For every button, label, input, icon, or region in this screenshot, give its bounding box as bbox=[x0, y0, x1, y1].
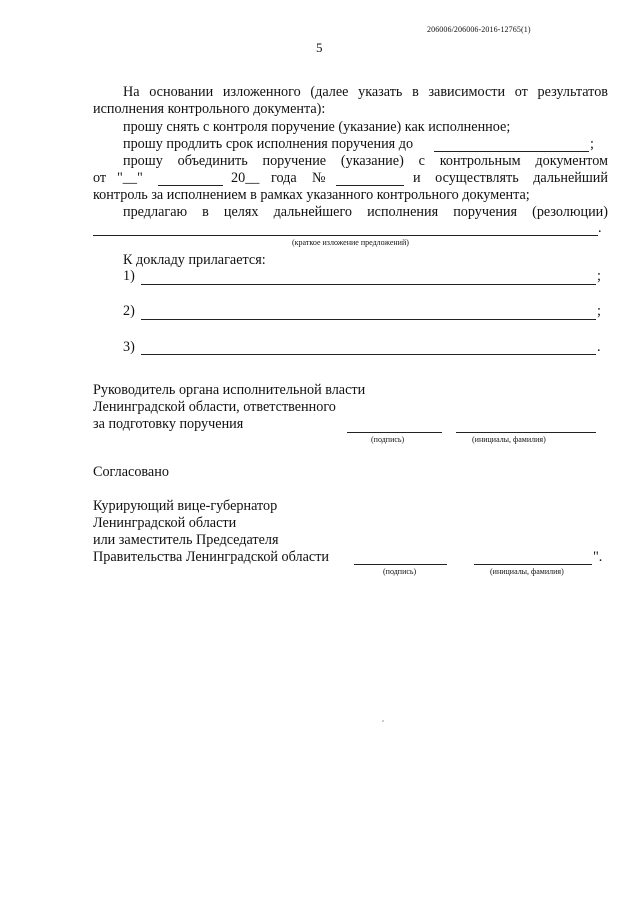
option-extend-deadline: прошу продлить срок исполнения поручения до bbox=[123, 136, 414, 152]
attachment-end-2: ; bbox=[597, 303, 601, 319]
document-id: 206006/206006-2016-12765(1) bbox=[427, 25, 531, 34]
vice-title-line-2: Ленинградской области bbox=[93, 515, 237, 531]
attachment-line-3 bbox=[141, 354, 596, 355]
attachments-title: К докладу прилагается: bbox=[123, 252, 266, 268]
merge-year-word: года bbox=[271, 170, 297, 186]
vice-signature-caption: (подпись) bbox=[383, 567, 417, 576]
merge-number-line bbox=[336, 185, 404, 186]
head-signature-caption: (подпись) bbox=[371, 435, 405, 444]
attachment-number-1: 1) bbox=[123, 268, 135, 284]
proposal-caption: (краткое изложение предложений) bbox=[292, 238, 409, 247]
vice-title-line-3: или заместитель Председателя bbox=[93, 532, 279, 548]
option-merge-line-1: прошу объединить поручение (указание) с контрольным документом bbox=[123, 153, 608, 169]
attachment-end-1: ; bbox=[597, 268, 601, 284]
head-title-line-2: Ленинградской области, ответственного bbox=[93, 399, 336, 415]
merge-year: 20__ bbox=[231, 170, 260, 186]
attachment-number-2: 2) bbox=[123, 303, 135, 319]
vice-title-line-1: Курирующий вице-губернатор bbox=[93, 498, 278, 514]
extend-date-line bbox=[434, 151, 589, 152]
vice-name-line bbox=[474, 564, 592, 565]
option-propose: предлагаю в целях дальнейшего исполнения поручения (резолюции) bbox=[123, 204, 608, 220]
page-number: 5 bbox=[316, 40, 323, 55]
head-name-caption: (инициалы, фамилия) bbox=[472, 435, 546, 444]
vice-name-caption: (инициалы, фамилия) bbox=[490, 567, 564, 576]
attachment-number-3: 3) bbox=[123, 339, 135, 355]
intro-line-2: исполнения контрольного документа): bbox=[93, 101, 326, 117]
attachment-line-2 bbox=[141, 319, 596, 320]
vice-title-line-4: Правительства Ленинградской области bbox=[93, 549, 329, 565]
scan-speck bbox=[382, 720, 384, 722]
intro-line-1: На основании изложенного (далее указать в зависимости от результатов bbox=[123, 84, 608, 100]
merge-rest: и осуществлять дальнейший bbox=[413, 170, 608, 186]
merge-day-quote: "__" bbox=[117, 170, 143, 186]
head-name-line bbox=[456, 432, 596, 433]
vice-signature-line bbox=[354, 564, 447, 565]
merge-month-line bbox=[158, 185, 223, 186]
attachment-end-3: . bbox=[597, 339, 601, 355]
option-remove-control: прошу снять с контроля поручение (указание) как исполненное; bbox=[123, 119, 511, 135]
agreed-label: Согласовано bbox=[93, 464, 169, 480]
proposal-end-mark: . bbox=[598, 220, 602, 236]
head-signature-line bbox=[347, 432, 442, 433]
head-title-line-3: за подготовку поручения bbox=[93, 416, 244, 432]
extend-end-mark: ; bbox=[590, 136, 594, 152]
vice-end-mark: ". bbox=[593, 549, 603, 565]
attachment-line-1 bbox=[141, 284, 596, 285]
proposal-line bbox=[93, 235, 598, 236]
option-merge-line-3: контроль за исполнением в рамках указанного контрольного документа; bbox=[93, 187, 530, 203]
merge-from-label: от bbox=[93, 170, 107, 186]
merge-number-sign: № bbox=[312, 170, 326, 186]
head-title-line-1: Руководитель органа исполнительной власти bbox=[93, 382, 366, 398]
